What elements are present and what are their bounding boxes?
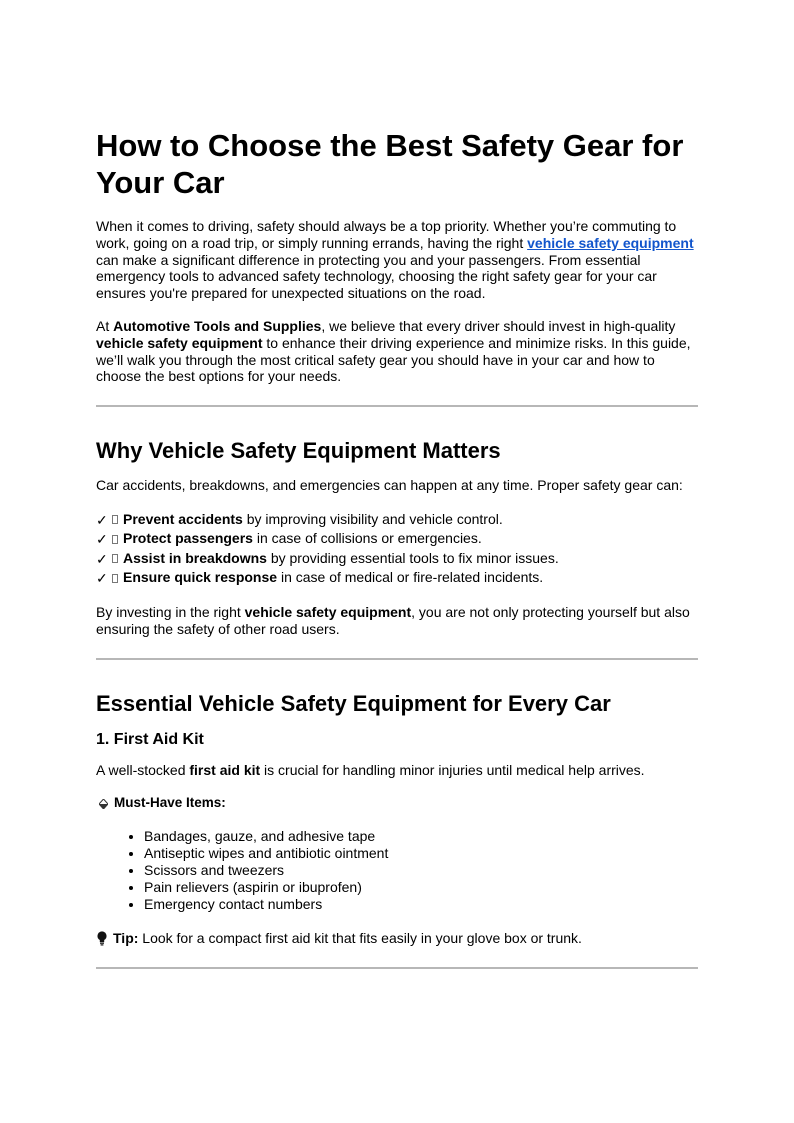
check-icon: ✓ xyxy=(96,570,108,587)
diamond-icon xyxy=(99,799,107,807)
box-icon xyxy=(112,515,118,524)
tip-callout xyxy=(96,930,698,947)
section-heading-why: Why Vehicle Safety Equipment Matters xyxy=(96,438,501,464)
lightbulb-icon xyxy=(97,931,107,946)
check-icon: ✓ xyxy=(96,511,108,528)
checklist-item-text: by improving visibility and vehicle control. xyxy=(242,510,503,527)
list-item: • Pain relievers (aspirin or ibuprofen) xyxy=(144,879,698,896)
intro-text: , we believe that every driver should invest in high-quality xyxy=(321,317,676,334)
subheading-first-aid-kit: 1. First Aid Kit xyxy=(96,730,204,748)
box-icon xyxy=(112,535,118,544)
section1-intro: Car accidents, breakdowns, and emergencies can happen at any time. Proper safety gear can: xyxy=(96,477,683,494)
checklist-item xyxy=(96,568,698,588)
must-have-label xyxy=(96,794,698,811)
section-divider xyxy=(96,967,698,969)
checklist-item xyxy=(96,549,698,569)
company-name: Automotive Tools and Supplies xyxy=(113,317,322,334)
section-divider xyxy=(96,658,698,660)
checklist-item xyxy=(96,510,698,530)
intro-paragraph-1 xyxy=(96,218,698,302)
list-item: • Antiseptic wipes and antibiotic ointment xyxy=(144,845,698,862)
outro-text: , you are not only protecting yourself but also ensuring the safety of other road users. xyxy=(96,603,690,637)
must-have-text: Must-Have Items: xyxy=(114,795,226,811)
intro-text: At xyxy=(96,317,114,334)
bold-term: vehicle safety equipment xyxy=(244,603,412,620)
section-heading-essential: Essential Vehicle Safety Equipment for Every Car xyxy=(96,690,611,716)
intro-paragraph-2 xyxy=(96,318,698,385)
bold-term: first aid kit xyxy=(189,761,261,778)
intro-text: can make a significant difference in protecting you and your passengers. From essential emergency tools to advanced safety technology, choosing the right safety gear for your car ensures you're prepared for unexpected situations on the road. xyxy=(96,251,657,302)
list-item: • Scissors and tweezers xyxy=(144,862,698,879)
first-aid-paragraph xyxy=(96,762,698,779)
must-have-list xyxy=(96,828,698,913)
page-title: How to Choose the Best Safety Gear for Your Car xyxy=(96,128,684,200)
intro-text: to enhance their driving experience and minimize risks. In this guide, we’ll walk you through the most critical safety gear you should have in your car and how to choose the best options for your needs. xyxy=(96,334,691,385)
tip-text: Look for a compact first aid kit that fits easily in your glove box or trunk. xyxy=(138,930,582,947)
checklist-item-text: in case of medical or fire-related incidents. xyxy=(277,569,544,586)
check-icon: ✓ xyxy=(96,550,108,567)
checklist-item-bold: Protect passengers xyxy=(123,530,253,547)
checklist-item-text: by providing essential tools to fix minor issues. xyxy=(266,549,559,566)
box-icon xyxy=(112,574,118,583)
checklist-item xyxy=(96,529,698,549)
list-item: • Bandages, gauze, and adhesive tape xyxy=(144,828,698,845)
checklist-item-bold: Ensure quick response xyxy=(123,569,278,586)
benefits-checklist xyxy=(96,510,698,588)
section1-outro xyxy=(96,604,698,638)
paragraph-text: is crucial for handling minor injuries until medical help arrives. xyxy=(260,761,645,778)
checklist-item-bold: Prevent accidents xyxy=(123,510,243,527)
box-icon xyxy=(112,554,118,563)
vehicle-safety-equipment-link[interactable]: vehicle safety equipment xyxy=(527,234,694,251)
checklist-item-text: in case of collisions or emergencies. xyxy=(252,530,482,547)
document-content xyxy=(96,127,698,999)
intro-text: When it comes to driving, safety should always be a top priority. Whether you’re commuting to work, going on a road trip, or simply running errands, having the right xyxy=(96,218,677,251)
checklist-item-bold: Assist in breakdowns xyxy=(123,549,267,566)
bold-term: vehicle safety equipment xyxy=(96,334,263,351)
paragraph-text: A well-stocked xyxy=(96,761,190,778)
tip-label: Tip: xyxy=(113,930,139,947)
check-icon: ✓ xyxy=(96,531,108,548)
list-item: • Emergency contact numbers xyxy=(144,896,698,913)
section-divider xyxy=(96,405,698,407)
outro-text: By investing in the right xyxy=(96,603,245,620)
